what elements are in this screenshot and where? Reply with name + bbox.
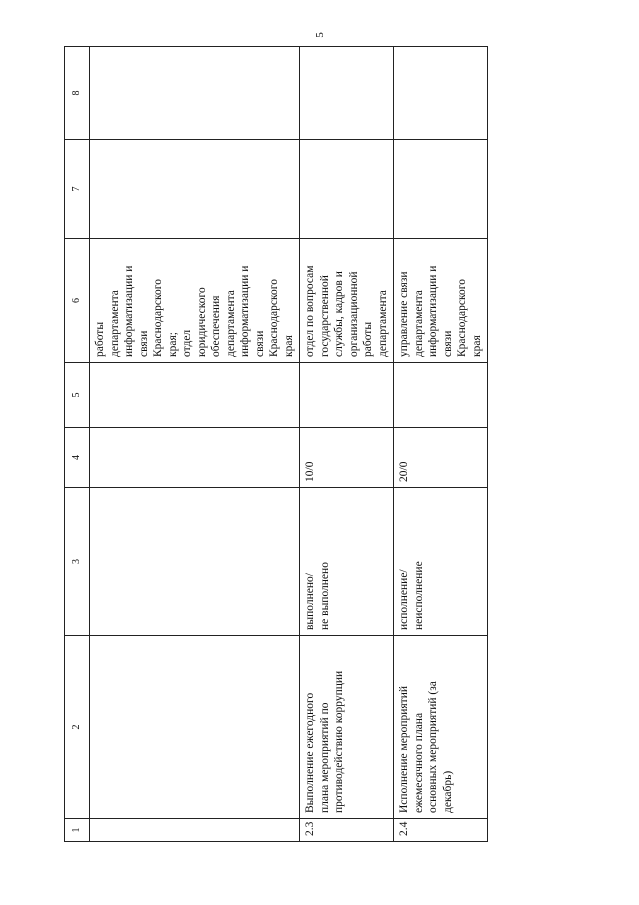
- responsible-cell: управление связи департамента информатизации и связи Краснодарского края: [394, 239, 488, 363]
- table-row: [300, 47, 394, 842]
- score-cell: 10/0: [300, 428, 394, 488]
- column-header: 3: [65, 488, 90, 636]
- responsible-cell: отдел по вопросам государственной службы, кадров и организационной работы департамента: [300, 239, 394, 363]
- row-number-cell: 2.4: [394, 819, 488, 842]
- table-cell: [394, 140, 488, 239]
- score-cell: 20/0: [394, 428, 488, 488]
- page-number: 5: [314, 32, 326, 38]
- table-cell: [90, 363, 300, 428]
- table-row: [90, 47, 300, 842]
- table-cell: [394, 363, 488, 428]
- row-number-cell: 2.3: [300, 819, 394, 842]
- table-cell: [394, 47, 488, 140]
- column-header: 8: [65, 47, 90, 140]
- measure-name-cell: [90, 636, 300, 819]
- indicator-cell: [90, 488, 300, 636]
- table-cell: [300, 47, 394, 140]
- responsible-cell: работы департамента информатизации и связи Краснодарского края; отдел юридического обеспечения департамента информатизации и связи Краснодарского края: [90, 239, 300, 363]
- rotated-table-container: [64, 47, 483, 842]
- measure-name-cell: Исполнение мероприятий ежемесячного плана основных мероприятий (за декабрь): [394, 636, 488, 819]
- indicator-cell: исполнение/ неисполнение: [394, 488, 488, 636]
- table-cell: [300, 140, 394, 239]
- table-cell: [90, 47, 300, 140]
- table-cell: [300, 363, 394, 428]
- indicator-cell: выполнено/ не выполнено: [300, 488, 394, 636]
- column-header: 2: [65, 636, 90, 819]
- measures-table: [64, 46, 488, 842]
- column-header: 7: [65, 140, 90, 239]
- row-number-cell: [90, 819, 300, 842]
- column-header: 4: [65, 428, 90, 488]
- column-header: 6: [65, 239, 90, 363]
- table-header-row: [65, 47, 90, 842]
- table-cell: [90, 140, 300, 239]
- score-cell: [90, 428, 300, 488]
- table-row: [394, 47, 488, 842]
- column-header: 1: [65, 819, 90, 842]
- column-header: 5: [65, 363, 90, 428]
- measure-name-cell: Выполнение ежегодного плана мероприятий по противодействию коррупции: [300, 636, 394, 819]
